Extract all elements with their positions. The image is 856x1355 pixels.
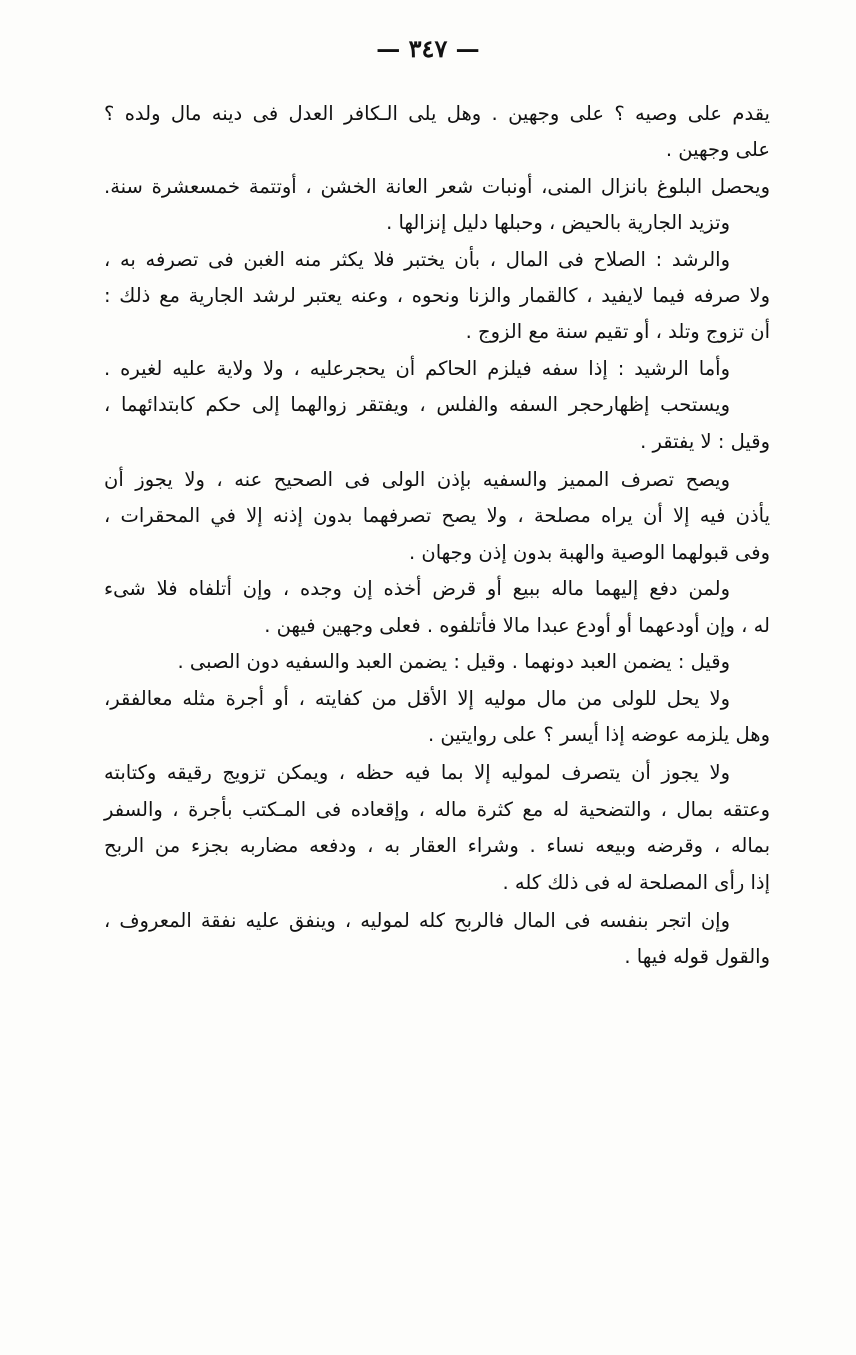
body-text [104,96,770,976]
text-line: له ، وإن أودعهما أو أودع عبدا مالا فأتلفوه . فعلى وجهين فيهن . [264,613,770,637]
text-line: ويحصل البلوغ بانزال المنى، أونبات شعر العانة الخشن ، أوتتمة خمسعشرة سنة. [104,174,770,198]
text-line: يأذن فيه إلا أن يراه مصلحة ، ولا يصح تصرفهما بدون إذنه إلا في المحقرات ، [104,504,770,528]
text-line: ولا يحل للولى من مال موليه إلا الأقل من كفايته ، أو أجرة مثله معالفقر، [104,686,730,710]
text-line: ولا صرفه فيما لايفيد ، كالقمار والزنا ونحوه ، وعنه يعتبر لرشد الجارية مع ذلك : [104,284,770,308]
text-line: وقيل : يضمن العبد دونهما . وقيل : يضمن العبد والسفيه دون الصبى . [177,650,730,674]
text-line: أن تزوج وتلد ، أو تقيم سنة مع الزوج . [465,320,770,344]
text-line: على وجهين . [665,138,770,162]
text-line: ويصح تصرف المميز والسفيه بإذن الولى فى الصحيح عنه ، ولا يجوز أن [104,468,730,492]
text-line: وعتقه بمال ، والتضحية له مع كثرة ماله ، وإقعاده فى المـكتب بأجرة ، والسفر [104,797,770,821]
text-line: ويستحب إظهارحجر السفه والفلس ، ويفتقر زوالهما إلى حكم كابتدائهما ، [104,393,730,417]
text-line: وإن اتجر بنفسه فى المال فالربح كله لموليه ، وينفق عليه نفقة المعروف ، [104,908,730,932]
text-line: يقدم على وصيه ؟ على وجهين . وهل يلى الـكافر العدل فى دينه مال ولده ؟ [104,102,770,125]
page-number: — ٣٤٧ — [376,34,480,63]
text-line: والرشد : الصلاح فى المال ، بأن يختبر فلا يكثر منه الغبن فى تصرفه به ، [104,247,730,271]
text-line: والقول قوله فيها . [624,945,770,969]
text-line: بماله ، وقرضه وبيعه نساء . وشراء العقار به ، ودفعه مضاربه بجزء من الربح [104,834,770,858]
text-line: وتزيد الجارية بالحيض ، وحبلها دليل إنزالها . [386,211,730,235]
text-line: ولمن دفع إليهما ماله ببيع أو قرض أخذه إن وجده ، وإن أتلفاه فلا شىء [104,577,730,601]
text-line: وفى قبولهما الوصية والهبة بدون إذن وجهان . [409,540,770,564]
text-line: وأما الرشيد : إذا سفه فيلزم الحاكم أن يحجرعليه ، ولا ولاية عليه لغيره . [104,356,730,380]
text-line: إذا رأى المصلحة له فى ذلك كله . [502,870,770,894]
text-line: وقيل : لا يفتقر . [640,429,770,453]
text-line: وهل يلزمه عوضه إذا أيسر ؟ على روايتين . [427,722,770,746]
text-line: ولا يجوز أن يتصرف لموليه إلا بما فيه حظه ، ويمكن تزويج رقيقه وكتابته [104,761,730,785]
